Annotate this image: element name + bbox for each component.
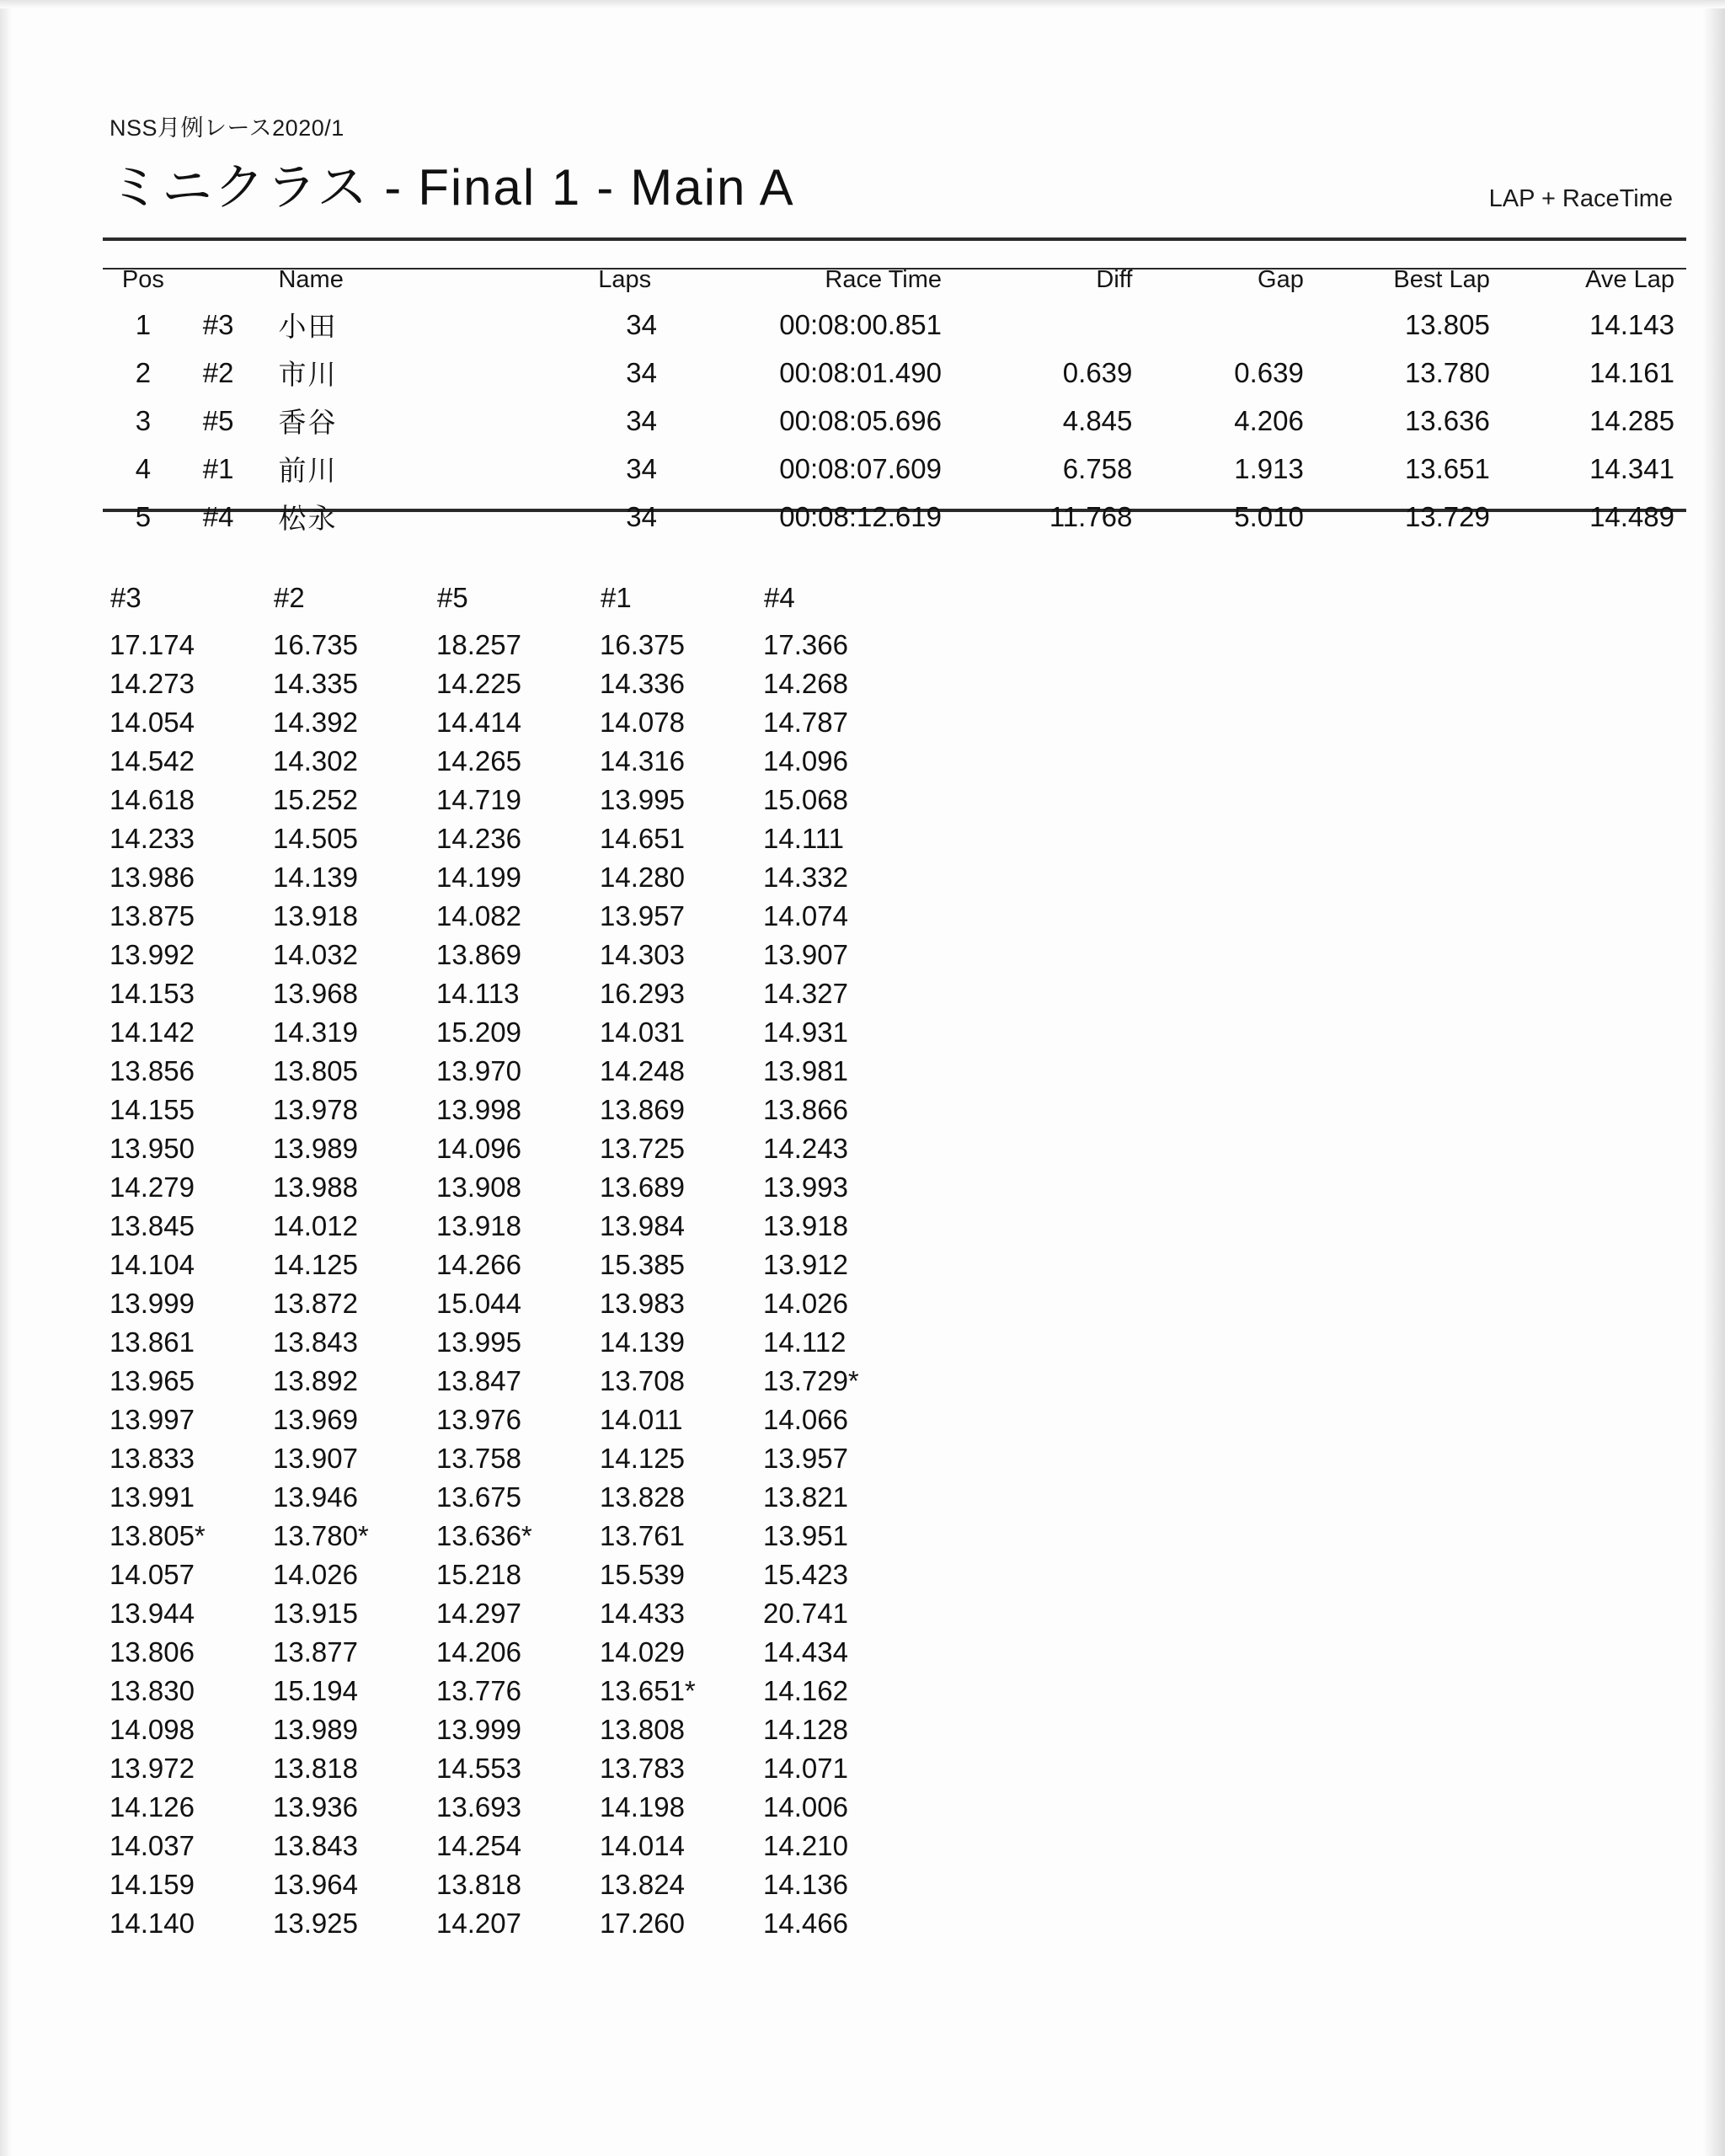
lap-cell: 14.198 xyxy=(600,1791,685,1822)
lap-cell: 13.992 xyxy=(109,939,195,970)
cell-car: #2 xyxy=(202,356,234,388)
table-row xyxy=(109,445,1681,493)
lap-cell: 14.199 xyxy=(436,862,521,893)
lap-row xyxy=(109,1401,927,1439)
lap-row xyxy=(109,1594,927,1633)
lap-cell: 13.995 xyxy=(600,784,685,815)
lap-cell: 13.877 xyxy=(273,1636,358,1668)
lap-cell: 14.542 xyxy=(109,745,195,776)
title-separator-2: - xyxy=(596,159,616,216)
lap-cell: 13.783 xyxy=(600,1753,685,1784)
lap-cell: 13.780* xyxy=(273,1520,369,1551)
lap-cell: 14.139 xyxy=(273,862,358,893)
lap-row xyxy=(109,626,927,664)
group-name: Main A xyxy=(630,159,795,216)
lap-row xyxy=(109,1788,927,1827)
lap-cell: 14.319 xyxy=(273,1017,358,1048)
cell-bestlap: 13.780 xyxy=(1404,356,1490,388)
page-title xyxy=(109,147,795,220)
event-title: NSS月例レース2020/1 xyxy=(109,115,344,141)
lap-cell: 13.758 xyxy=(436,1443,521,1474)
lap-row xyxy=(109,936,927,974)
lap-cell: 13.969 xyxy=(273,1404,358,1435)
lap-cell: 13.918 xyxy=(763,1210,848,1241)
lap-cell: 14.651 xyxy=(600,823,685,854)
column-header-gap: Gap xyxy=(1258,266,1304,293)
lap-times-table xyxy=(109,581,927,1943)
lap-cell: 14.316 xyxy=(600,745,685,776)
lap-cell: 14.082 xyxy=(436,900,521,931)
lap-cell: 13.918 xyxy=(273,900,358,931)
cell-name: 小田 xyxy=(278,311,338,342)
lap-cell: 13.986 xyxy=(109,862,195,893)
lap-cell: 13.964 xyxy=(273,1869,358,1900)
lap-cell: 13.725 xyxy=(600,1133,685,1164)
table-row xyxy=(109,349,1681,397)
lap-row xyxy=(109,1633,927,1672)
cell-gap: 0.639 xyxy=(1234,356,1304,388)
lap-cell: 14.057 xyxy=(109,1559,195,1590)
lap-cell: 14.243 xyxy=(763,1133,848,1164)
lap-row xyxy=(109,781,927,819)
lap-row xyxy=(109,1904,927,1943)
lap-row xyxy=(109,1362,927,1401)
lap-cell: 13.805* xyxy=(109,1520,206,1551)
cell-laps: 34 xyxy=(626,404,657,436)
lap-column-header: #1 xyxy=(601,582,632,613)
lap-cell: 14.029 xyxy=(600,1636,685,1668)
lap-cell: 14.206 xyxy=(436,1636,521,1668)
lap-cell: 14.006 xyxy=(763,1791,848,1822)
lap-cell: 14.279 xyxy=(109,1171,195,1203)
scan-edge-right xyxy=(1703,0,1725,2156)
lap-cell: 16.293 xyxy=(600,978,685,1009)
lap-cell: 14.210 xyxy=(763,1830,848,1861)
lap-cell: 13.988 xyxy=(273,1171,358,1203)
lap-cell: 13.972 xyxy=(109,1753,195,1784)
lap-cell: 14.327 xyxy=(763,978,848,1009)
lap-cell: 14.236 xyxy=(436,823,521,854)
lap-row xyxy=(109,1749,927,1788)
lap-cell: 13.693 xyxy=(436,1791,521,1822)
document-header xyxy=(109,109,1676,220)
lap-row xyxy=(109,703,927,742)
lap-cell: 14.126 xyxy=(109,1791,195,1822)
cell-pos: 3 xyxy=(135,404,152,436)
lap-times-section xyxy=(109,581,1120,1943)
lap-cell: 15.539 xyxy=(600,1559,685,1590)
lap-cell: 18.257 xyxy=(436,629,521,660)
lap-cell: 13.918 xyxy=(436,1210,521,1241)
lap-cell: 14.466 xyxy=(763,1908,848,1939)
lap-cell: 13.907 xyxy=(763,939,848,970)
lap-cell: 14.159 xyxy=(109,1869,195,1900)
cell-gap xyxy=(1154,301,1323,349)
lap-cell: 13.989 xyxy=(273,1714,358,1745)
lap-cell: 14.125 xyxy=(600,1443,685,1474)
class-name: ミニクラス xyxy=(109,159,370,216)
lap-cell: 14.054 xyxy=(109,707,195,738)
lap-cell: 14.618 xyxy=(109,784,195,815)
lap-row xyxy=(109,974,927,1013)
lap-cell: 13.957 xyxy=(600,900,685,931)
lap-cell: 17.260 xyxy=(600,1908,685,1939)
lap-cell: 14.011 xyxy=(600,1404,683,1435)
column-header-name: Name xyxy=(278,266,344,293)
lap-row xyxy=(109,1827,927,1865)
lap-column-header: #4 xyxy=(764,582,795,613)
lap-cell: 14.505 xyxy=(273,823,358,854)
lap-row xyxy=(109,742,927,781)
cell-name: 市川 xyxy=(278,359,338,390)
lap-cell: 13.708 xyxy=(600,1365,685,1396)
lap-row xyxy=(109,858,927,897)
lap-cell: 14.297 xyxy=(436,1598,521,1629)
lap-cell: 16.735 xyxy=(273,629,358,660)
lap-cell: 13.892 xyxy=(273,1365,358,1396)
lap-cell: 13.944 xyxy=(109,1598,195,1629)
cell-name: 前川 xyxy=(278,455,338,486)
cell-racetime: 00:08:01.490 xyxy=(779,356,942,388)
lap-cell: 14.037 xyxy=(109,1830,195,1861)
cell-laps: 34 xyxy=(626,308,657,340)
cell-car: #4 xyxy=(202,500,234,532)
cell-diff: 0.639 xyxy=(1062,356,1133,388)
lap-row xyxy=(109,897,927,936)
lap-cell: 14.125 xyxy=(273,1249,358,1280)
lap-cell: 13.828 xyxy=(600,1481,685,1513)
lap-note: LAP + RaceTime xyxy=(1488,185,1673,212)
cell-gap: 4.206 xyxy=(1234,404,1304,436)
lap-cell: 14.074 xyxy=(763,900,848,931)
lap-cell: 13.818 xyxy=(436,1869,521,1900)
lap-cell: 14.142 xyxy=(109,1017,195,1048)
column-header-pos: Pos xyxy=(121,266,164,293)
lap-cell: 13.875 xyxy=(109,900,195,931)
lap-cell: 15.068 xyxy=(763,784,848,815)
lap-row xyxy=(109,1478,927,1517)
table-row xyxy=(109,493,1681,541)
lap-cell: 13.651* xyxy=(600,1675,696,1706)
lap-cell: 13.806 xyxy=(109,1636,195,1668)
lap-cell: 13.861 xyxy=(109,1326,195,1358)
lap-cell: 14.031 xyxy=(600,1017,685,1048)
lap-column-header: #5 xyxy=(437,582,468,613)
lap-row xyxy=(109,664,927,703)
lap-cell: 14.392 xyxy=(273,707,358,738)
lap-cell: 13.968 xyxy=(273,978,358,1009)
lap-cell: 14.140 xyxy=(109,1908,195,1939)
lap-cell: 13.869 xyxy=(600,1094,685,1125)
lap-cell: 14.302 xyxy=(273,745,358,776)
lap-cell: 13.984 xyxy=(600,1210,685,1241)
cell-avelap: 14.489 xyxy=(1589,500,1674,532)
column-header-laps: Laps xyxy=(598,266,652,293)
lap-cell: 13.821 xyxy=(763,1481,848,1513)
cell-gap: 5.010 xyxy=(1234,500,1304,532)
lap-cell: 14.553 xyxy=(436,1753,521,1784)
lap-cell: 13.976 xyxy=(436,1404,521,1435)
lap-cell: 13.993 xyxy=(763,1171,848,1203)
lap-row xyxy=(109,1129,927,1168)
cell-car: #1 xyxy=(202,452,234,484)
lap-cell: 13.946 xyxy=(273,1481,358,1513)
lap-cell: 13.965 xyxy=(109,1365,195,1396)
cell-pos: 2 xyxy=(135,356,152,388)
lap-cell: 13.995 xyxy=(436,1326,521,1358)
lap-cell: 13.805 xyxy=(273,1055,358,1086)
lap-cell: 14.719 xyxy=(436,784,521,815)
cell-bestlap: 13.636 xyxy=(1404,404,1490,436)
lap-cell: 13.675 xyxy=(436,1481,521,1513)
lap-cell: 13.908 xyxy=(436,1171,521,1203)
lap-cell: 14.096 xyxy=(436,1133,521,1164)
lap-cell: 13.761 xyxy=(600,1520,685,1551)
cell-diff: 6.758 xyxy=(1062,452,1133,484)
cell-racetime: 00:08:05.696 xyxy=(779,404,942,436)
lap-cell: 14.113 xyxy=(436,978,520,1009)
lap-cell: 15.218 xyxy=(436,1559,521,1590)
lap-cell: 14.273 xyxy=(109,668,195,699)
lap-cell: 14.265 xyxy=(436,745,521,776)
lap-cell: 13.843 xyxy=(273,1326,358,1358)
lap-cell: 13.818 xyxy=(273,1753,358,1784)
lap-cell: 13.999 xyxy=(436,1714,521,1745)
column-header-racetime: Race Time xyxy=(825,266,942,293)
lap-cell: 14.248 xyxy=(600,1055,685,1086)
lap-cell: 14.026 xyxy=(763,1288,848,1319)
lap-row xyxy=(109,1168,927,1207)
cell-name: 松永 xyxy=(278,503,338,534)
lap-cell: 13.729* xyxy=(763,1365,859,1396)
lap-cell: 14.332 xyxy=(763,862,848,893)
cell-diff: 11.768 xyxy=(1049,500,1133,532)
cell-diff: 4.845 xyxy=(1062,404,1133,436)
title-separator-1: - xyxy=(384,159,403,216)
scan-edge-left xyxy=(0,0,12,2156)
lap-cell: 13.907 xyxy=(273,1443,358,1474)
column-header-car xyxy=(177,263,260,301)
lap-header-row xyxy=(109,581,927,626)
cell-avelap: 14.341 xyxy=(1589,452,1674,484)
lap-cell: 13.843 xyxy=(273,1830,358,1861)
lap-cell: 13.998 xyxy=(436,1094,521,1125)
cell-pos: 1 xyxy=(135,308,152,340)
lap-cell: 13.925 xyxy=(273,1908,358,1939)
lap-cell: 14.014 xyxy=(600,1830,685,1861)
lap-row xyxy=(109,819,927,858)
round-name: Final 1 xyxy=(418,159,582,216)
lap-cell: 13.981 xyxy=(763,1055,848,1086)
lap-cell: 16.375 xyxy=(600,629,685,660)
lap-cell: 14.434 xyxy=(763,1636,848,1668)
lap-cell: 15.194 xyxy=(273,1675,358,1706)
lap-cell: 14.303 xyxy=(600,939,685,970)
results-table xyxy=(109,263,1681,541)
lap-cell: 13.951 xyxy=(763,1520,848,1551)
lap-cell: 13.950 xyxy=(109,1133,195,1164)
lap-cell: 14.433 xyxy=(600,1598,685,1629)
cell-pos: 5 xyxy=(135,500,152,532)
lap-cell: 14.136 xyxy=(763,1869,848,1900)
lap-cell: 14.225 xyxy=(436,668,521,699)
lap-row xyxy=(109,1517,927,1556)
lap-cell: 14.787 xyxy=(763,707,848,738)
lap-cell: 13.830 xyxy=(109,1675,195,1706)
lap-cell: 13.957 xyxy=(763,1443,848,1474)
cell-laps: 34 xyxy=(626,356,657,388)
lap-row xyxy=(109,1013,927,1052)
lap-cell: 13.991 xyxy=(109,1481,195,1513)
lap-cell: 15.044 xyxy=(436,1288,521,1319)
lap-row xyxy=(109,1710,927,1749)
lap-cell: 13.824 xyxy=(600,1869,685,1900)
lap-cell: 13.869 xyxy=(436,939,521,970)
cell-racetime: 00:08:12.619 xyxy=(779,500,942,532)
lap-cell: 20.741 xyxy=(763,1598,848,1629)
lap-cell: 14.336 xyxy=(600,668,685,699)
cell-avelap: 14.285 xyxy=(1589,404,1674,436)
lap-cell: 13.845 xyxy=(109,1210,195,1241)
lap-cell: 14.153 xyxy=(109,978,195,1009)
cell-avelap: 14.143 xyxy=(1589,308,1674,340)
cell-laps: 34 xyxy=(626,452,657,484)
lap-cell: 13.689 xyxy=(600,1171,685,1203)
lap-cell: 15.385 xyxy=(600,1249,685,1280)
divider-top xyxy=(103,237,1686,241)
lap-table-body xyxy=(109,626,927,1943)
lap-row xyxy=(109,1091,927,1129)
lap-cell: 14.112 xyxy=(763,1326,846,1358)
title-row xyxy=(109,147,1676,220)
cell-laps: 34 xyxy=(626,500,657,532)
lap-cell: 14.162 xyxy=(763,1675,848,1706)
lap-row xyxy=(109,1052,927,1091)
lap-cell: 14.098 xyxy=(109,1714,195,1745)
lap-cell: 14.071 xyxy=(763,1753,848,1784)
cell-diff xyxy=(967,301,1154,349)
lap-row xyxy=(109,1284,927,1323)
cell-gap: 1.913 xyxy=(1234,452,1304,484)
cell-car: #5 xyxy=(202,404,234,436)
lap-cell: 13.866 xyxy=(763,1094,848,1125)
lap-cell: 14.155 xyxy=(109,1094,195,1125)
lap-cell: 13.636* xyxy=(436,1520,532,1551)
lap-row xyxy=(109,1556,927,1594)
lap-cell: 13.978 xyxy=(273,1094,358,1125)
lap-cell: 13.936 xyxy=(273,1791,358,1822)
cell-bestlap: 13.805 xyxy=(1404,308,1490,340)
lap-cell: 13.912 xyxy=(763,1249,848,1280)
lap-cell: 14.111 xyxy=(763,823,845,854)
lap-cell: 13.970 xyxy=(436,1055,521,1086)
lap-row xyxy=(109,1246,927,1284)
cell-bestlap: 13.729 xyxy=(1404,500,1490,532)
lap-cell: 13.999 xyxy=(109,1288,195,1319)
lap-cell: 14.096 xyxy=(763,745,848,776)
lap-cell: 14.268 xyxy=(763,668,848,699)
cell-pos: 4 xyxy=(135,452,152,484)
cell-racetime: 00:08:00.851 xyxy=(779,308,942,340)
cell-car: #3 xyxy=(202,308,234,340)
lap-cell: 14.931 xyxy=(763,1017,848,1048)
lap-cell: 14.139 xyxy=(600,1326,685,1358)
lap-cell: 13.847 xyxy=(436,1365,521,1396)
cell-racetime: 00:08:07.609 xyxy=(779,452,942,484)
lap-cell: 13.856 xyxy=(109,1055,195,1086)
lap-cell: 14.026 xyxy=(273,1559,358,1590)
lap-column-header: #3 xyxy=(110,582,142,613)
lap-cell: 13.997 xyxy=(109,1404,195,1435)
lap-cell: 13.989 xyxy=(273,1133,358,1164)
lap-cell: 13.808 xyxy=(600,1714,685,1745)
lap-cell: 17.174 xyxy=(109,629,195,660)
lap-cell: 13.776 xyxy=(436,1675,521,1706)
lap-cell: 13.833 xyxy=(109,1443,195,1474)
lap-cell: 14.066 xyxy=(763,1404,848,1435)
lap-cell: 14.207 xyxy=(436,1908,521,1939)
lap-cell: 14.254 xyxy=(436,1830,521,1861)
lap-cell: 14.414 xyxy=(436,707,521,738)
lap-row xyxy=(109,1207,927,1246)
lap-row xyxy=(109,1672,927,1710)
results-header-row xyxy=(109,263,1681,301)
lap-cell: 14.335 xyxy=(273,668,358,699)
lap-cell: 15.423 xyxy=(763,1559,848,1590)
cell-bestlap: 13.651 xyxy=(1404,452,1490,484)
lap-cell: 14.266 xyxy=(436,1249,521,1280)
lap-cell: 17.366 xyxy=(763,629,848,660)
lap-cell: 13.872 xyxy=(273,1288,358,1319)
table-row xyxy=(109,397,1681,445)
column-header-avelap: Ave Lap xyxy=(1585,266,1674,293)
lap-cell: 13.983 xyxy=(600,1288,685,1319)
lap-row xyxy=(109,1323,927,1362)
lap-cell: 14.128 xyxy=(763,1714,848,1745)
table-row xyxy=(109,301,1681,349)
lap-cell: 13.915 xyxy=(273,1598,358,1629)
cell-avelap: 14.161 xyxy=(1589,356,1674,388)
lap-row xyxy=(109,1439,927,1478)
lap-cell: 14.078 xyxy=(600,707,685,738)
column-header-bestlap: Best Lap xyxy=(1393,266,1490,293)
column-header-diff: Diff xyxy=(1096,266,1133,293)
lap-cell: 15.209 xyxy=(436,1017,521,1048)
scan-edge-top xyxy=(0,0,1725,8)
lap-row xyxy=(109,1865,927,1904)
lap-cell: 14.104 xyxy=(109,1249,195,1280)
lap-cell: 14.032 xyxy=(273,939,358,970)
lap-cell: 15.252 xyxy=(273,784,358,815)
lap-column-header: #2 xyxy=(274,582,305,613)
lap-cell: 14.233 xyxy=(109,823,195,854)
lap-cell: 14.280 xyxy=(600,862,685,893)
cell-name: 香谷 xyxy=(278,407,338,438)
lap-cell: 14.012 xyxy=(273,1210,358,1241)
